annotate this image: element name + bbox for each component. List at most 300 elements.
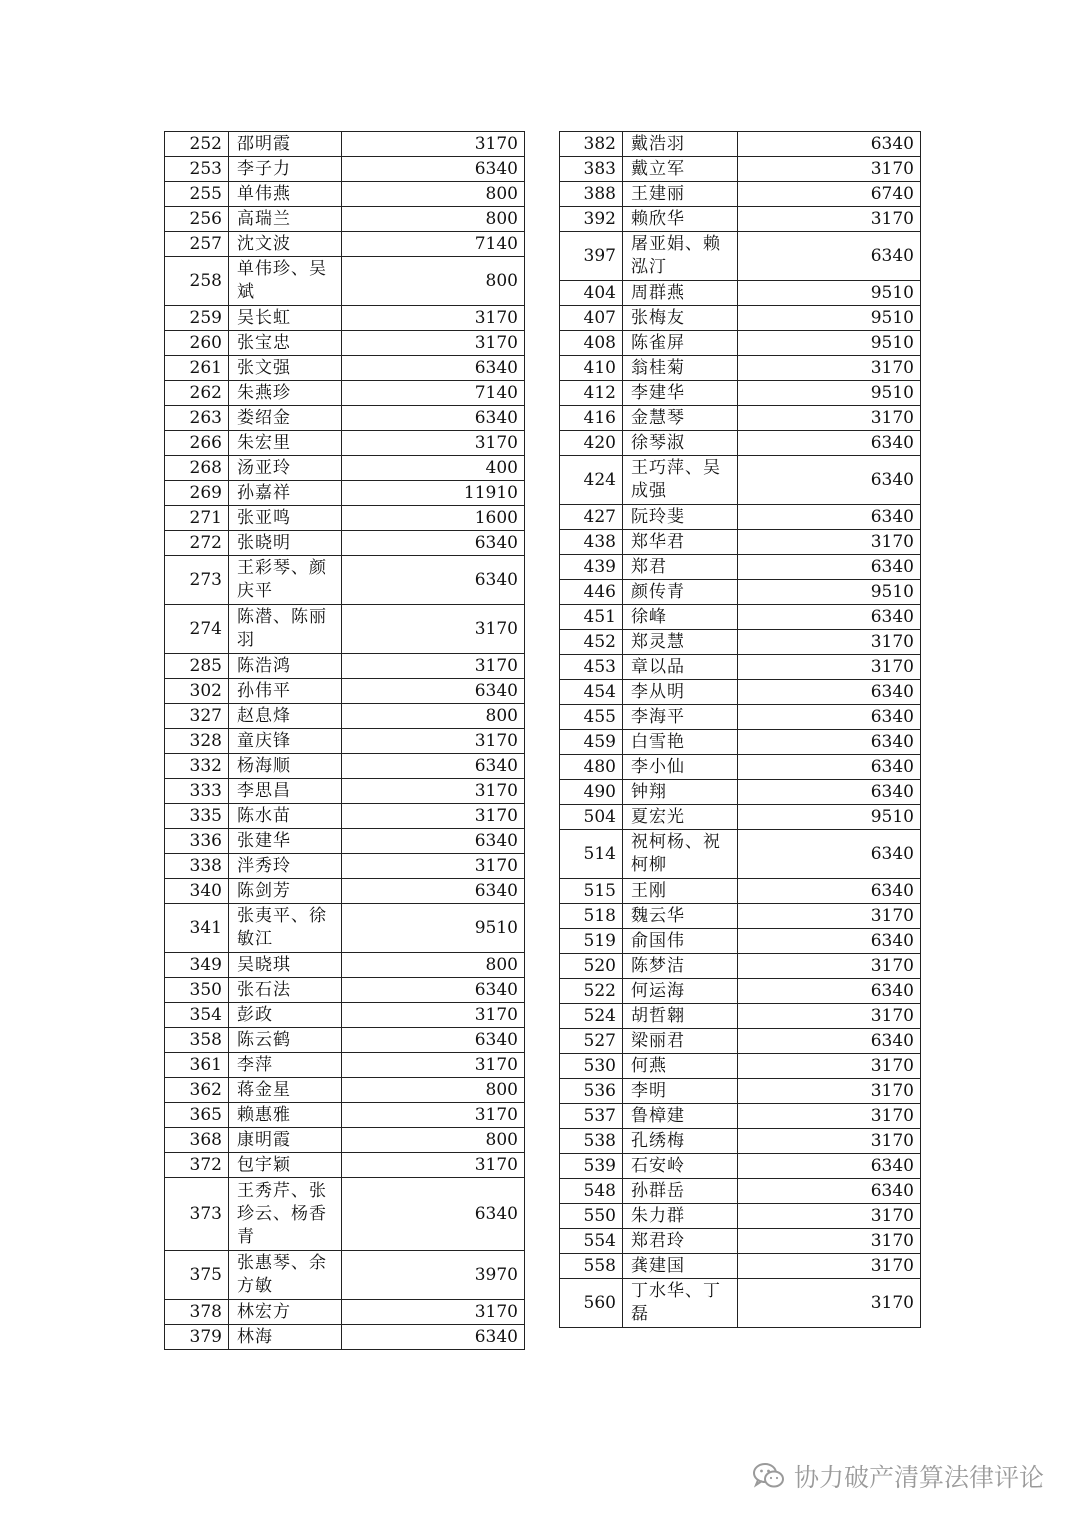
row-number: 558 (560, 1254, 623, 1279)
creditor-name: 李海平 (623, 705, 738, 730)
creditor-name: 高瑞兰 (229, 207, 342, 232)
table-row (560, 1104, 921, 1129)
table-row (560, 904, 921, 929)
amount: 3170 (738, 1254, 921, 1279)
table-row (165, 406, 525, 431)
table-row (560, 979, 921, 1004)
row-number: 416 (560, 406, 623, 431)
table-row (560, 456, 921, 505)
table-row (165, 381, 525, 406)
row-number: 410 (560, 356, 623, 381)
amount: 6340 (342, 829, 525, 854)
row-number: 273 (165, 556, 229, 605)
table-row (560, 630, 921, 655)
row-number: 397 (560, 232, 623, 281)
creditor-name: 颜传青 (623, 580, 738, 605)
amount: 3170 (342, 605, 525, 654)
table-row (165, 306, 525, 331)
creditor-name: 沈文波 (229, 232, 342, 257)
creditor-name: 王秀芹、张珍云、杨香青 (229, 1178, 342, 1251)
creditor-name: 魏云华 (623, 904, 738, 929)
row-number: 259 (165, 306, 229, 331)
creditor-name: 戴立军 (623, 157, 738, 182)
table-row (560, 555, 921, 580)
creditor-name: 赖欣华 (623, 207, 738, 232)
amount: 3170 (738, 1229, 921, 1254)
amount: 3170 (738, 655, 921, 680)
row-number: 261 (165, 356, 229, 381)
table-row (560, 655, 921, 680)
amount: 3170 (738, 157, 921, 182)
amount: 7140 (342, 232, 525, 257)
table-row (165, 679, 525, 704)
creditor-name: 阮玲斐 (623, 505, 738, 530)
creditor-name: 孙群岳 (623, 1179, 738, 1204)
amount: 400 (342, 456, 525, 481)
table-row (165, 1053, 525, 1078)
creditor-name: 赖惠雅 (229, 1103, 342, 1128)
table-row (165, 331, 525, 356)
amount: 3170 (738, 1004, 921, 1029)
table-row (165, 431, 525, 456)
table-row (165, 157, 525, 182)
amount: 3170 (738, 1129, 921, 1154)
amount: 6340 (738, 755, 921, 780)
creditor-name: 戴浩羽 (623, 132, 738, 157)
creditor-name: 赵息烽 (229, 704, 342, 729)
amount: 6340 (738, 1179, 921, 1204)
amount: 6340 (738, 132, 921, 157)
table-row (560, 805, 921, 830)
creditor-table-left (164, 131, 525, 1350)
creditor-name: 朱燕珍 (229, 381, 342, 406)
row-number: 258 (165, 257, 229, 306)
amount: 6340 (738, 780, 921, 805)
creditor-name: 钟翔 (623, 780, 738, 805)
table-row (165, 704, 525, 729)
amount: 800 (342, 704, 525, 729)
row-number: 480 (560, 755, 623, 780)
table-row (165, 605, 525, 654)
table-row (560, 232, 921, 281)
watermark (752, 1458, 1044, 1494)
amount: 3170 (738, 954, 921, 979)
row-number: 520 (560, 954, 623, 979)
amount: 3170 (342, 1153, 525, 1178)
creditor-name: 林海 (229, 1325, 342, 1350)
creditor-name: 张石法 (229, 978, 342, 1003)
row-number: 336 (165, 829, 229, 854)
row-number: 388 (560, 182, 623, 207)
creditor-name: 白雪艳 (623, 730, 738, 755)
table-row (560, 530, 921, 555)
creditor-name: 朱宏里 (229, 431, 342, 456)
amount: 6340 (738, 1154, 921, 1179)
amount: 3170 (738, 207, 921, 232)
table-row (165, 779, 525, 804)
row-number: 373 (165, 1178, 229, 1251)
row-number: 266 (165, 431, 229, 456)
amount: 3170 (342, 331, 525, 356)
amount: 6740 (738, 182, 921, 207)
amount: 800 (342, 1078, 525, 1103)
amount: 6340 (342, 754, 525, 779)
row-number: 253 (165, 157, 229, 182)
creditor-name: 郑灵慧 (623, 630, 738, 655)
amount: 3170 (342, 306, 525, 331)
watermark-text: 协力破产清算法律评论 (793, 1463, 1044, 1492)
creditor-name: 康明霞 (229, 1128, 342, 1153)
creditor-name: 陈雀屏 (623, 331, 738, 356)
creditor-name: 李明 (623, 1079, 738, 1104)
table-row (560, 306, 921, 331)
creditor-name: 丁水华、丁磊 (623, 1279, 738, 1328)
amount: 6340 (342, 879, 525, 904)
creditor-name: 张建华 (229, 829, 342, 854)
amount: 6340 (738, 680, 921, 705)
table-row (165, 1300, 525, 1325)
creditor-name: 蒋金星 (229, 1078, 342, 1103)
row-number: 333 (165, 779, 229, 804)
row-number: 274 (165, 605, 229, 654)
creditor-name: 张亚鸣 (229, 506, 342, 531)
table-row (165, 132, 525, 157)
table-row (560, 406, 921, 431)
creditor-name: 何运海 (623, 979, 738, 1004)
table-row (560, 1179, 921, 1204)
table-row (560, 157, 921, 182)
amount: 3170 (342, 1103, 525, 1128)
amount: 3170 (738, 630, 921, 655)
table-row (165, 481, 525, 506)
row-number: 539 (560, 1154, 623, 1179)
amount: 6340 (738, 730, 921, 755)
creditor-name: 单伟珍、吴斌 (229, 257, 342, 306)
creditor-name: 杨海顺 (229, 754, 342, 779)
creditor-name: 胡哲翱 (623, 1004, 738, 1029)
table-row (560, 182, 921, 207)
row-number: 554 (560, 1229, 623, 1254)
row-number: 368 (165, 1128, 229, 1153)
amount: 6340 (738, 705, 921, 730)
row-number: 515 (560, 879, 623, 904)
row-number: 452 (560, 630, 623, 655)
table-row (165, 1028, 525, 1053)
table-row (560, 1129, 921, 1154)
amount: 3170 (738, 1204, 921, 1229)
row-number: 378 (165, 1300, 229, 1325)
row-number: 361 (165, 1053, 229, 1078)
row-number: 327 (165, 704, 229, 729)
row-number: 407 (560, 306, 623, 331)
table-row (165, 1128, 525, 1153)
amount: 3170 (738, 406, 921, 431)
table-row (560, 730, 921, 755)
row-number: 536 (560, 1079, 623, 1104)
table-row (165, 531, 525, 556)
creditor-name: 祝柯杨、祝柯柳 (623, 830, 738, 879)
creditor-name: 陈浩鸿 (229, 654, 342, 679)
amount: 3170 (342, 1300, 525, 1325)
amount: 800 (342, 953, 525, 978)
creditor-name: 李子力 (229, 157, 342, 182)
row-number: 383 (560, 157, 623, 182)
row-number: 285 (165, 654, 229, 679)
creditor-name: 汤亚玲 (229, 456, 342, 481)
row-number: 438 (560, 530, 623, 555)
amount: 9510 (342, 904, 525, 953)
row-number: 451 (560, 605, 623, 630)
row-number: 341 (165, 904, 229, 953)
row-number: 332 (165, 754, 229, 779)
table-row (165, 978, 525, 1003)
creditor-name: 李建华 (623, 381, 738, 406)
amount: 3170 (342, 431, 525, 456)
row-number: 382 (560, 132, 623, 157)
creditor-name: 童庆锋 (229, 729, 342, 754)
table-row (560, 381, 921, 406)
creditor-name: 李小仙 (623, 755, 738, 780)
table-row (165, 829, 525, 854)
creditor-name: 张梅友 (623, 306, 738, 331)
amount: 3170 (738, 1079, 921, 1104)
amount: 3170 (342, 1003, 525, 1028)
amount: 6340 (342, 556, 525, 605)
row-number: 439 (560, 555, 623, 580)
table-row (560, 755, 921, 780)
creditor-name: 林宏方 (229, 1300, 342, 1325)
amount: 6340 (738, 830, 921, 879)
table-row (560, 954, 921, 979)
table-row (560, 1229, 921, 1254)
row-number: 257 (165, 232, 229, 257)
creditor-name: 俞国伟 (623, 929, 738, 954)
table-row (560, 580, 921, 605)
row-number: 550 (560, 1204, 623, 1229)
table-row (165, 456, 525, 481)
amount: 6340 (738, 605, 921, 630)
wechat-icon (752, 1461, 786, 1491)
amount: 800 (342, 257, 525, 306)
creditor-name: 鲁樟建 (623, 1104, 738, 1129)
row-number: 522 (560, 979, 623, 1004)
table-row (560, 1054, 921, 1079)
amount: 3170 (342, 1053, 525, 1078)
table-row (165, 904, 525, 953)
creditor-name: 王巧萍、吴成强 (623, 456, 738, 505)
table-row (165, 506, 525, 531)
creditor-name: 屠亚娟、赖泓汀 (623, 232, 738, 281)
row-number: 252 (165, 132, 229, 157)
amount: 1600 (342, 506, 525, 531)
row-number: 537 (560, 1104, 623, 1129)
amount: 6340 (342, 1325, 525, 1350)
amount: 3170 (342, 132, 525, 157)
table-row (560, 780, 921, 805)
creditor-name: 李萍 (229, 1053, 342, 1078)
creditor-name: 陈云鹤 (229, 1028, 342, 1053)
creditor-name: 金慧琴 (623, 406, 738, 431)
row-number: 268 (165, 456, 229, 481)
amount: 3170 (342, 779, 525, 804)
amount: 11910 (342, 481, 525, 506)
table-row (560, 605, 921, 630)
amount: 6340 (738, 979, 921, 1004)
row-number: 527 (560, 1029, 623, 1054)
amount: 9510 (738, 331, 921, 356)
table-row (560, 1154, 921, 1179)
row-number: 519 (560, 929, 623, 954)
creditor-name: 陈水苗 (229, 804, 342, 829)
amount: 7140 (342, 381, 525, 406)
row-number: 379 (165, 1325, 229, 1350)
row-number: 420 (560, 431, 623, 456)
table-row (560, 1004, 921, 1029)
row-number: 260 (165, 331, 229, 356)
creditor-name: 孔绣梅 (623, 1129, 738, 1154)
creditor-name: 石安岭 (623, 1154, 738, 1179)
table-row (165, 182, 525, 207)
amount: 3170 (738, 904, 921, 929)
table-row (165, 1078, 525, 1103)
row-number: 302 (165, 679, 229, 704)
amount: 6340 (342, 978, 525, 1003)
row-number: 263 (165, 406, 229, 431)
creditor-name: 徐琴淑 (623, 431, 738, 456)
row-number: 358 (165, 1028, 229, 1053)
row-number: 412 (560, 381, 623, 406)
creditor-name: 陈潜、陈丽羽 (229, 605, 342, 654)
amount: 6340 (738, 1029, 921, 1054)
creditor-name: 吴晓琪 (229, 953, 342, 978)
creditor-name: 王建丽 (623, 182, 738, 207)
amount: 6340 (738, 456, 921, 505)
row-number: 404 (560, 281, 623, 306)
creditor-table-right (559, 131, 921, 1328)
creditor-name: 陈梦洁 (623, 954, 738, 979)
row-number: 453 (560, 655, 623, 680)
amount: 6340 (738, 232, 921, 281)
row-number: 560 (560, 1279, 623, 1328)
table-row (560, 1029, 921, 1054)
row-number: 256 (165, 207, 229, 232)
table-row (560, 705, 921, 730)
amount: 6340 (342, 157, 525, 182)
table-row (165, 1103, 525, 1128)
table-row (560, 680, 921, 705)
table-row (165, 1325, 525, 1350)
table-row (165, 804, 525, 829)
amount: 3170 (342, 854, 525, 879)
row-number: 548 (560, 1179, 623, 1204)
creditor-name: 徐峰 (623, 605, 738, 630)
table-row (560, 1254, 921, 1279)
amount: 3170 (738, 530, 921, 555)
amount: 800 (342, 182, 525, 207)
table-row (165, 356, 525, 381)
amount: 6340 (342, 1178, 525, 1251)
creditor-name: 章以品 (623, 655, 738, 680)
creditor-name: 郑华君 (623, 530, 738, 555)
row-number: 354 (165, 1003, 229, 1028)
row-number: 408 (560, 331, 623, 356)
row-number: 262 (165, 381, 229, 406)
amount: 6340 (342, 1028, 525, 1053)
row-number: 269 (165, 481, 229, 506)
amount: 6340 (738, 929, 921, 954)
row-number: 518 (560, 904, 623, 929)
amount: 6340 (342, 356, 525, 381)
row-number: 455 (560, 705, 623, 730)
row-number: 454 (560, 680, 623, 705)
row-number: 349 (165, 953, 229, 978)
creditor-name: 孙嘉祥 (229, 481, 342, 506)
creditor-name: 娄绍金 (229, 406, 342, 431)
amount: 6340 (342, 406, 525, 431)
table-row (165, 879, 525, 904)
amount: 6340 (738, 879, 921, 904)
table-row (165, 232, 525, 257)
creditor-name: 张晓明 (229, 531, 342, 556)
row-number: 340 (165, 879, 229, 904)
creditor-name: 朱力群 (623, 1204, 738, 1229)
table-row (165, 257, 525, 306)
row-number: 524 (560, 1004, 623, 1029)
row-number: 372 (165, 1153, 229, 1178)
amount: 9510 (738, 805, 921, 830)
creditor-name: 陈剑芳 (229, 879, 342, 904)
table-row (165, 556, 525, 605)
row-number: 504 (560, 805, 623, 830)
amount: 800 (342, 1128, 525, 1153)
row-number: 328 (165, 729, 229, 754)
row-number: 350 (165, 978, 229, 1003)
row-number: 375 (165, 1251, 229, 1300)
table-row (165, 854, 525, 879)
creditor-name: 张文强 (229, 356, 342, 381)
creditor-name: 郑君 (623, 555, 738, 580)
row-number: 490 (560, 780, 623, 805)
row-number: 338 (165, 854, 229, 879)
table-row (560, 207, 921, 232)
amount: 9510 (738, 381, 921, 406)
amount: 3170 (342, 804, 525, 829)
amount: 3170 (738, 1104, 921, 1129)
creditor-name: 王彩琴、颜庆平 (229, 556, 342, 605)
table-row (165, 754, 525, 779)
row-number: 530 (560, 1054, 623, 1079)
amount: 3170 (342, 729, 525, 754)
table-row (560, 1204, 921, 1229)
table-row (560, 879, 921, 904)
creditor-name: 吴长虹 (229, 306, 342, 331)
amount: 6340 (342, 679, 525, 704)
table-row (560, 505, 921, 530)
amount: 6340 (738, 555, 921, 580)
row-number: 255 (165, 182, 229, 207)
creditor-name: 孙伟平 (229, 679, 342, 704)
table-row (560, 331, 921, 356)
row-number: 272 (165, 531, 229, 556)
row-number: 365 (165, 1103, 229, 1128)
table-row (165, 953, 525, 978)
creditor-name: 邵明霞 (229, 132, 342, 157)
amount: 9510 (738, 306, 921, 331)
row-number: 446 (560, 580, 623, 605)
table-row (165, 654, 525, 679)
table-row (560, 356, 921, 381)
amount: 6340 (342, 531, 525, 556)
